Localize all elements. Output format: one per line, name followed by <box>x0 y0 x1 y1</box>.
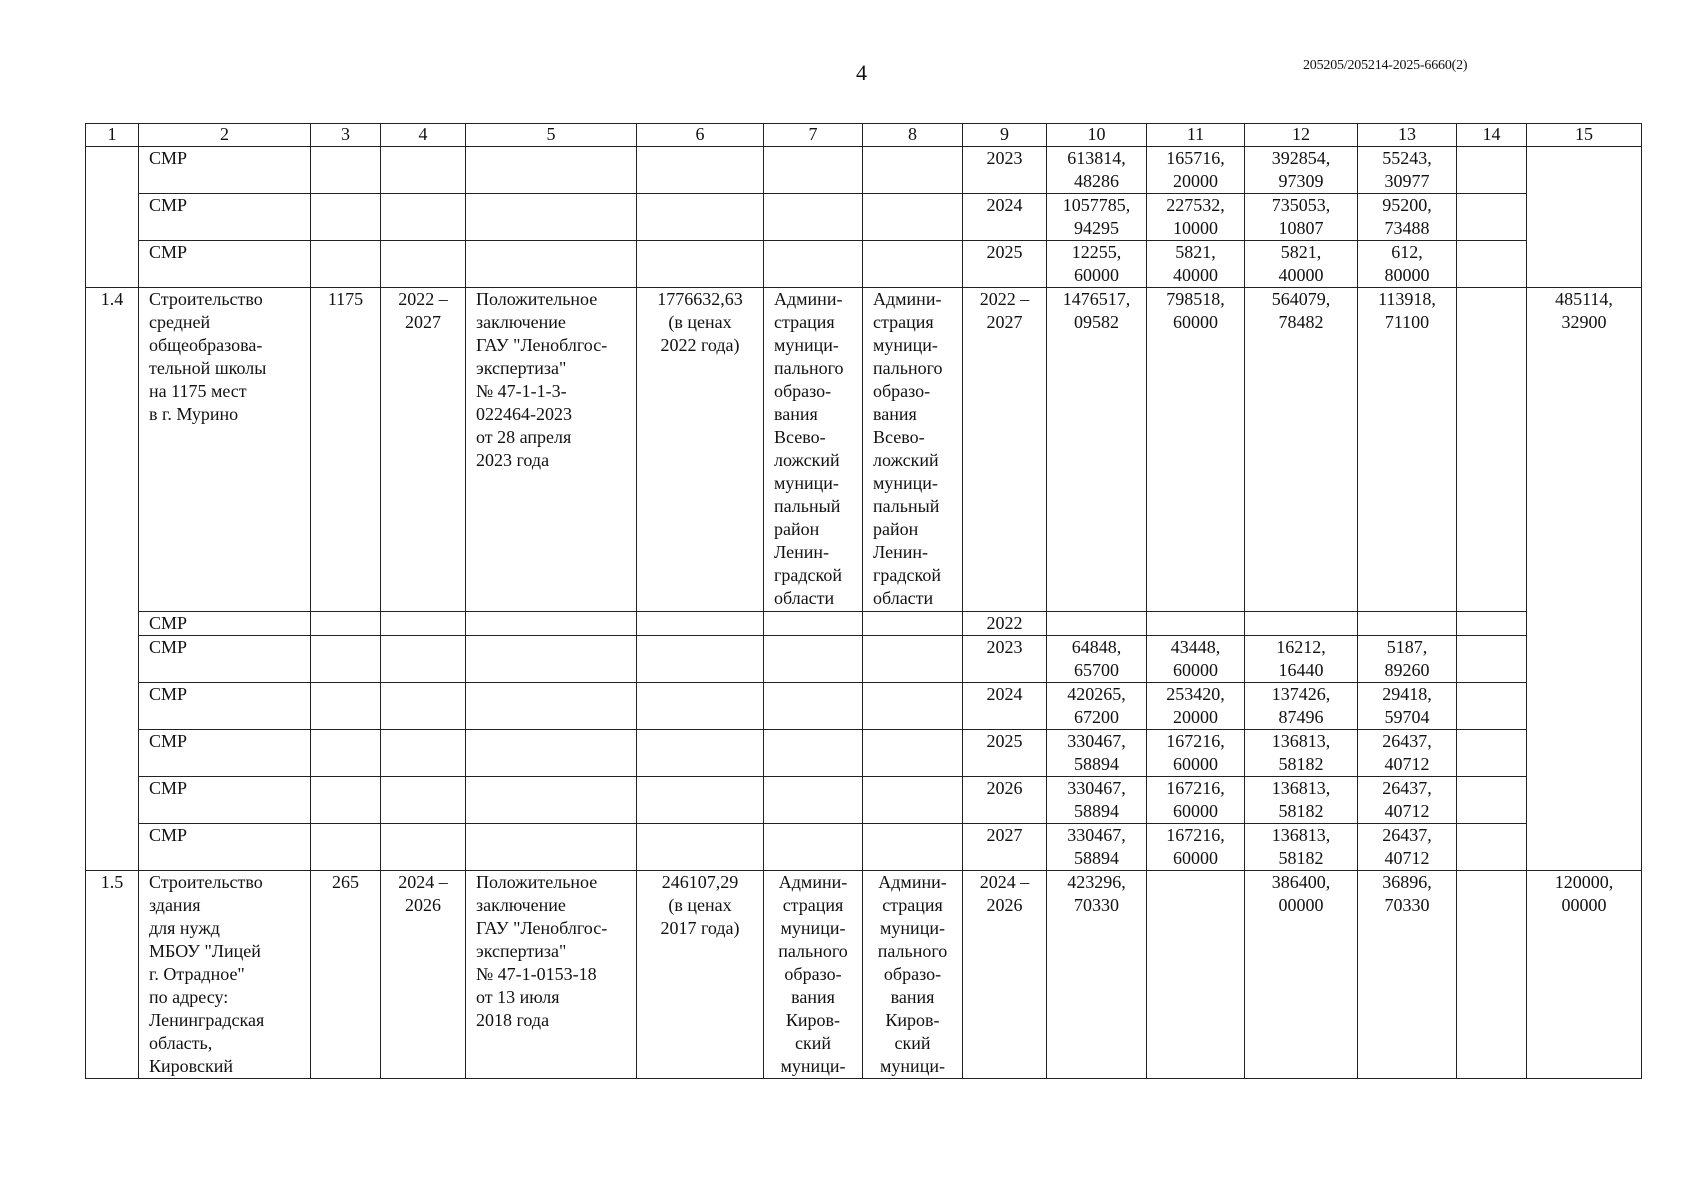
federal-cell: 227532, 10000 <box>1147 194 1245 241</box>
federal-cell: 43448, 60000 <box>1147 636 1245 683</box>
local-cell: 26437, 40712 <box>1358 777 1457 824</box>
object-name-cell: Строительство средней общеобразова- тельной школы на 1175 мест в г. Мурино <box>139 288 311 612</box>
header-cell: 11 <box>1147 124 1245 147</box>
header-cell: 7 <box>764 124 863 147</box>
year-cell: 2026 <box>963 777 1047 824</box>
work-type-cell: СМР <box>139 147 311 194</box>
year-cell: 2027 <box>963 824 1047 871</box>
item-number-cell: 1.4 <box>86 288 139 871</box>
federal-cell: 253420, 20000 <box>1147 683 1245 730</box>
year-cell: 2023 <box>963 636 1047 683</box>
total-cell: 420265, 67200 <box>1047 683 1147 730</box>
total-cell: 330467, 58894 <box>1047 730 1147 777</box>
developer-cell: Админи- страция муници- пального образо- вания Всево- ложский муници- пальный район Ленин- градской области <box>863 288 963 612</box>
total-cell: 64848, 65700 <box>1047 636 1147 683</box>
federal-cell: 167216, 60000 <box>1147 777 1245 824</box>
local-cell: 26437, 40712 <box>1358 824 1457 871</box>
period-cell: 2022 – 2027 <box>381 288 466 612</box>
table-row <box>86 871 1642 1079</box>
local-cell: 55243, 30977 <box>1358 147 1457 194</box>
document-id: 205205/205214-2025-6660(2) <box>1303 58 1468 73</box>
header-cell: 3 <box>311 124 381 147</box>
header-cell: 2 <box>139 124 311 147</box>
work-type-cell: СМР <box>139 777 311 824</box>
regional-cell: 137426, 87496 <box>1245 683 1358 730</box>
regional-cell: 16212, 16440 <box>1245 636 1358 683</box>
total-cell: 330467, 58894 <box>1047 777 1147 824</box>
table-row <box>86 636 1642 683</box>
total-cell: 423296, 70330 <box>1047 871 1147 1079</box>
developer-cell: Админи- страция муници- пального образо- вания Киров- ский муници- <box>863 871 963 1079</box>
capacity-cell: 265 <box>311 871 381 1079</box>
federal-cell <box>1147 612 1245 636</box>
regional-cell: 136813, 58182 <box>1245 730 1358 777</box>
item-number-cell: 1.5 <box>86 871 139 1079</box>
work-type-cell: СМР <box>139 824 311 871</box>
total-cell: 613814, 48286 <box>1047 147 1147 194</box>
total-cell <box>1047 612 1147 636</box>
regional-cell <box>1245 612 1358 636</box>
remaining-cell: 120000, 00000 <box>1527 871 1642 1079</box>
table-row <box>86 194 1642 241</box>
table-row <box>86 777 1642 824</box>
column-number-row <box>86 124 1642 147</box>
header-cell: 14 <box>1457 124 1527 147</box>
table-row <box>86 730 1642 777</box>
estimated-cost-cell: 1776632,63 (в ценах 2022 года) <box>637 288 764 612</box>
capacity-cell: 1175 <box>311 288 381 612</box>
year-cell: 2025 <box>963 241 1047 288</box>
customer-cell: Админи- страция муници- пального образо- вания Киров- ский муници- <box>764 871 863 1079</box>
total-cell: 330467, 58894 <box>1047 824 1147 871</box>
header-cell: 6 <box>637 124 764 147</box>
header-cell: 1 <box>86 124 139 147</box>
table-row <box>86 147 1642 194</box>
col14-cell <box>1457 871 1527 1079</box>
year-cell: 2024 <box>963 683 1047 730</box>
expert-conclusion-cell: Положительное заключение ГАУ "Леноблгос- экспертиза" № 47-1-0153-18 от 13 июля 2018 года <box>466 871 637 1079</box>
local-cell: 612, 80000 <box>1358 241 1457 288</box>
table-row <box>86 241 1642 288</box>
work-type-cell: СМР <box>139 730 311 777</box>
header-cell: 15 <box>1527 124 1642 147</box>
local-cell: 36896, 70330 <box>1358 871 1457 1079</box>
item-number-cell <box>86 147 139 288</box>
col14-cell <box>1457 288 1527 612</box>
object-name-cell: Строительство здания для нужд МБОУ "Лицей г. Отрадное" по адресу: Ленинградская область, Кировский <box>139 871 311 1079</box>
regional-cell: 5821, 40000 <box>1245 241 1358 288</box>
year-cell: 2023 <box>963 147 1047 194</box>
regional-cell: 564079, 78482 <box>1245 288 1358 612</box>
regional-cell: 136813, 58182 <box>1245 777 1358 824</box>
remaining-cell <box>1527 147 1642 288</box>
local-cell: 113918, 71100 <box>1358 288 1457 612</box>
regional-cell: 136813, 58182 <box>1245 824 1358 871</box>
table-row <box>86 683 1642 730</box>
work-type-cell: СМР <box>139 241 311 288</box>
customer-cell: Админи- страция муници- пального образо- вания Всево- ложский муници- пальный район Ленин- градской области <box>764 288 863 612</box>
investment-table <box>85 123 1642 1079</box>
years-cell: 2024 – 2026 <box>963 871 1047 1079</box>
expert-conclusion-cell: Положительное заключение ГАУ "Леноблгос- экспертиза" № 47-1-1-3- 022464-2023 от 28 апреля 2023 года <box>466 288 637 612</box>
year-cell: 2025 <box>963 730 1047 777</box>
federal-cell: 167216, 60000 <box>1147 824 1245 871</box>
year-cell: 2022 <box>963 612 1047 636</box>
remaining-cell: 485114, 32900 <box>1527 288 1642 871</box>
local-cell: 26437, 40712 <box>1358 730 1457 777</box>
federal-cell <box>1147 871 1245 1079</box>
work-type-cell: СМР <box>139 194 311 241</box>
header-cell: 13 <box>1358 124 1457 147</box>
federal-cell: 5821, 40000 <box>1147 241 1245 288</box>
years-cell: 2022 – 2027 <box>963 288 1047 612</box>
total-cell: 1476517, 09582 <box>1047 288 1147 612</box>
local-cell: 95200, 73488 <box>1358 194 1457 241</box>
regional-cell: 386400, 00000 <box>1245 871 1358 1079</box>
table-row <box>86 288 1642 612</box>
page-number: 4 <box>856 60 867 85</box>
federal-cell: 798518, 60000 <box>1147 288 1245 612</box>
header-cell: 8 <box>863 124 963 147</box>
header-cell: 9 <box>963 124 1047 147</box>
regional-cell: 735053, 10807 <box>1245 194 1358 241</box>
table-row <box>86 824 1642 871</box>
federal-cell: 167216, 60000 <box>1147 730 1245 777</box>
total-cell: 1057785, 94295 <box>1047 194 1147 241</box>
local-cell: 5187, 89260 <box>1358 636 1457 683</box>
table-row <box>86 612 1642 636</box>
header-cell: 10 <box>1047 124 1147 147</box>
regional-cell: 392854, 97309 <box>1245 147 1358 194</box>
work-type-cell: СМР <box>139 612 311 636</box>
federal-cell: 165716, 20000 <box>1147 147 1245 194</box>
work-type-cell: СМР <box>139 636 311 683</box>
header-cell: 12 <box>1245 124 1358 147</box>
period-cell: 2024 – 2026 <box>381 871 466 1079</box>
local-cell: 29418, 59704 <box>1358 683 1457 730</box>
year-cell: 2024 <box>963 194 1047 241</box>
header-cell: 4 <box>381 124 466 147</box>
estimated-cost-cell: 246107,29 (в ценах 2017 года) <box>637 871 764 1079</box>
work-type-cell: СМР <box>139 683 311 730</box>
local-cell <box>1358 612 1457 636</box>
header-cell: 5 <box>466 124 637 147</box>
total-cell: 12255, 60000 <box>1047 241 1147 288</box>
